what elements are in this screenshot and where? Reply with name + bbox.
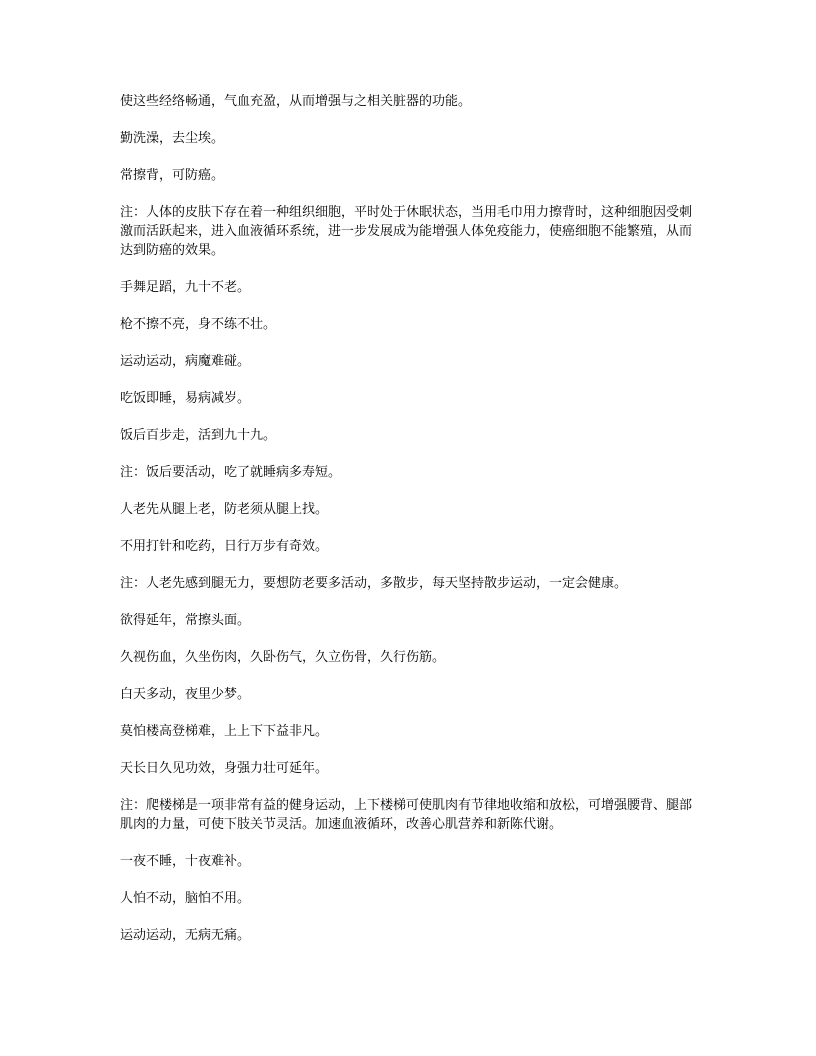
paragraph-5: 手舞足蹈，九十不老。: [120, 280, 251, 295]
paragraph-17: 莫怕楼高登梯难，上上下下益非凡。: [120, 724, 329, 739]
paragraph-8: 吃饭即睡，易病减岁。: [120, 391, 251, 406]
paragraph-21: 人怕不动，脑怕不用。: [120, 891, 251, 906]
note-paragraph-3: 注：人老先感到腿无力，要想防老要多活动，多散步，每天坚持散步运动，一定会健康。: [120, 576, 628, 591]
paragraph-16: 白天多动，夜里少梦。: [120, 687, 251, 702]
paragraph-3: 常擦背，可防癌。: [120, 168, 225, 183]
paragraph-14: 欲得延年，常擦头面。: [120, 613, 251, 628]
paragraph-9: 饭后百步走，活到九十九。: [120, 428, 277, 443]
paragraph-18: 天长日久见功效，身强力壮可延年。: [120, 761, 329, 776]
document-page: [120, 92, 700, 963]
paragraph-7: 运动运动，病魔难碰。: [120, 354, 251, 369]
paragraph-6: 枪不擦不亮，身不练不壮。: [120, 317, 277, 332]
paragraph-15: 久视伤血，久坐伤肉，久卧伤气，久立伤骨，久行伤筋。: [120, 650, 446, 665]
paragraph-20: 一夜不睡，十夜难补。: [120, 854, 251, 869]
paragraph-11: 人老先从腿上老，防老须从腿上找。: [120, 502, 329, 517]
note-paragraph-2: 注：饭后要活动，吃了就睡病多寿短。: [120, 465, 342, 480]
paragraph-12: 不用打针和吃药，日行万步有奇效。: [120, 539, 329, 554]
paragraph-1: 使这些经络畅通，气血充盈，从而增强与之相关脏器的功能。: [120, 94, 472, 109]
note-paragraph-4: 注：爬楼梯是一项非常有益的健身运动，上下楼梯可使肌肉有节律地收缩和放松，可增强腰背、腿部肌肉的力量，可使下肢关节灵活。加速血液循环，改善心肌营养和新陈代谢。: [120, 798, 693, 832]
note-paragraph-1: 注：人体的皮肤下存在着一种组织细胞，平时处于休眠状态，当用毛巾用力擦背时，这种细胞因受刺激而活跃起来，进入血液循环系统，进一步发展成为能增强人体免疫能力，使癌细胞不能繁殖，从而达到防癌的效果。: [120, 205, 693, 258]
paragraph-22: 运动运动，无病无痛。: [120, 928, 251, 943]
paragraph-2: 勤洗澡，去尘埃。: [120, 131, 225, 146]
